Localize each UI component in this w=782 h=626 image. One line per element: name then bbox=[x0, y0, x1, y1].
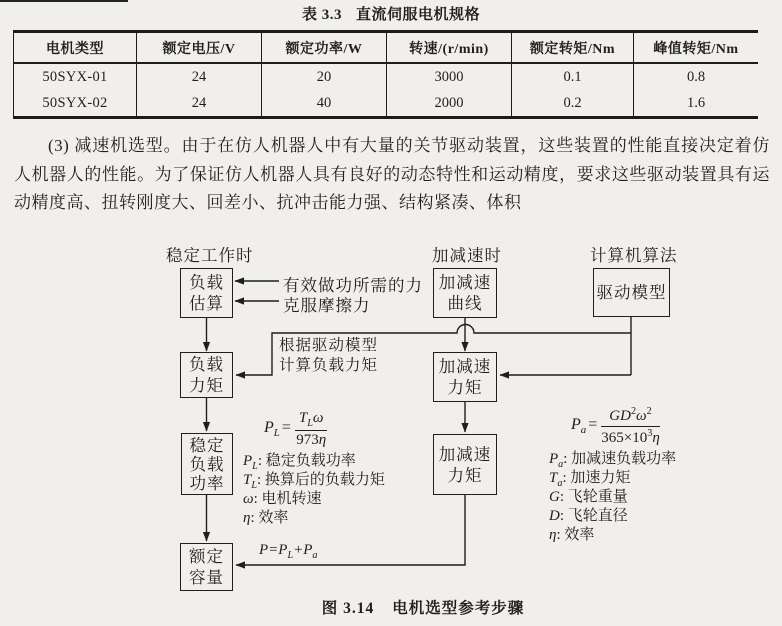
table-title bbox=[0, 3, 782, 24]
box-load-torque: 负载 力矩 bbox=[180, 352, 233, 398]
figure-number: 图 3.14 bbox=[321, 600, 375, 617]
scan-edge-artifact bbox=[0, 0, 128, 2]
annotation-compute-load-torque: 根据驱动模型 计算负载力矩 bbox=[279, 337, 379, 374]
formula-accel-load-power: $P_a$ = $\frac{GD^2\omega^2}{365\times 10^3\eta}$ bbox=[571, 406, 660, 446]
box-accel-torque-2: 加减速 力矩 bbox=[433, 434, 497, 495]
label-overcome-friction: 克服摩擦力 bbox=[283, 296, 371, 315]
table-cell: 40 bbox=[261, 90, 386, 116]
table-cell: 0.8 bbox=[633, 64, 758, 90]
column-header-accel-decel: 加减速时 bbox=[432, 246, 502, 265]
col-header-rated-power: 额定功率/W bbox=[261, 33, 386, 64]
motor-selection-flowchart bbox=[0, 240, 782, 626]
box-load-estimate: 负载 估算 bbox=[180, 268, 233, 318]
table-number: 表 3.3 bbox=[301, 7, 342, 23]
table-cell: 24 bbox=[136, 90, 261, 116]
legend-item: G: 飞轮重量 bbox=[549, 489, 628, 505]
column-header-computer-algo: 计算机算法 bbox=[590, 246, 678, 265]
table-cell: 1.6 bbox=[633, 90, 758, 116]
box-accel-torque-1: 加减速 力矩 bbox=[433, 352, 497, 402]
legend-item: $P_a$: 加减速负载功率 bbox=[549, 451, 677, 470]
column-header-steady-state: 稳定工作时 bbox=[166, 246, 254, 265]
table-cell: 24 bbox=[136, 64, 261, 90]
legend-stable-load-power bbox=[243, 452, 385, 528]
table-cell: 50SYX-01 bbox=[42, 68, 108, 85]
legend-item: η: 效率 bbox=[243, 510, 289, 526]
legend-item: $P_L$: 稳定负载功率 bbox=[243, 453, 356, 472]
legend-accel-load-power bbox=[549, 450, 676, 545]
box-accel-curve: 加减速 曲线 bbox=[433, 268, 497, 318]
table-cell: 0.2 bbox=[511, 90, 633, 116]
formula-stable-load-power: $P_L$ = $\frac{T_L\omega}{973\eta}$ bbox=[264, 410, 327, 448]
figure-name: 电机选型参考步骤 bbox=[392, 600, 525, 617]
col-header-speed: 转速/(r/min) bbox=[386, 33, 511, 64]
table-cell: 0.1 bbox=[511, 64, 633, 90]
col-header-rated-voltage: 额定电压/V bbox=[136, 33, 261, 64]
legend-item: $T_a$: 加速力矩 bbox=[549, 470, 631, 489]
col-header-motor-type: 电机类型 bbox=[14, 33, 136, 64]
col-header-peak-torque: 峰值转矩/Nm bbox=[633, 33, 758, 64]
label-sum-power: $P=P_L+P_a$ bbox=[259, 542, 318, 561]
table-cell: 20 bbox=[261, 64, 386, 90]
figure-caption bbox=[0, 596, 782, 618]
table-cell: 3000 bbox=[386, 64, 511, 90]
legend-item: η: 效率 bbox=[549, 527, 595, 543]
table-cell: 50SYX-02 bbox=[42, 94, 108, 111]
table-name: 直流伺服电机规格 bbox=[356, 7, 481, 23]
legend-item: $T_L$: 换算后的负载力矩 bbox=[243, 472, 385, 491]
body-paragraph: (3) 减速机选型。由于在仿人机器人中有大量的关节驱动装置，这些装置的性能直接决定着仿人机器人的性能。为了保证仿人机器人具有良好的动态特性和运动精度，要求这些驱动装置具有运动精度高、扭转刚度大、回差小、抗冲击能力强、结构紧凑、体积 bbox=[14, 136, 770, 212]
box-rated-capacity: 额定 容量 bbox=[180, 543, 233, 591]
legend-item: ω: 电机转速 bbox=[243, 491, 322, 507]
box-drive-model: 驱动模型 bbox=[593, 268, 670, 317]
table-cell: 2000 bbox=[386, 90, 511, 116]
col-header-rated-torque: 额定转矩/Nm bbox=[511, 33, 633, 64]
legend-item: D: 飞轮直径 bbox=[549, 508, 628, 524]
box-stable-load-power: 稳定 负载 功率 bbox=[181, 433, 233, 495]
motor-spec-table bbox=[13, 30, 758, 119]
label-effective-work-force: 有效做功所需的力 bbox=[283, 276, 423, 295]
